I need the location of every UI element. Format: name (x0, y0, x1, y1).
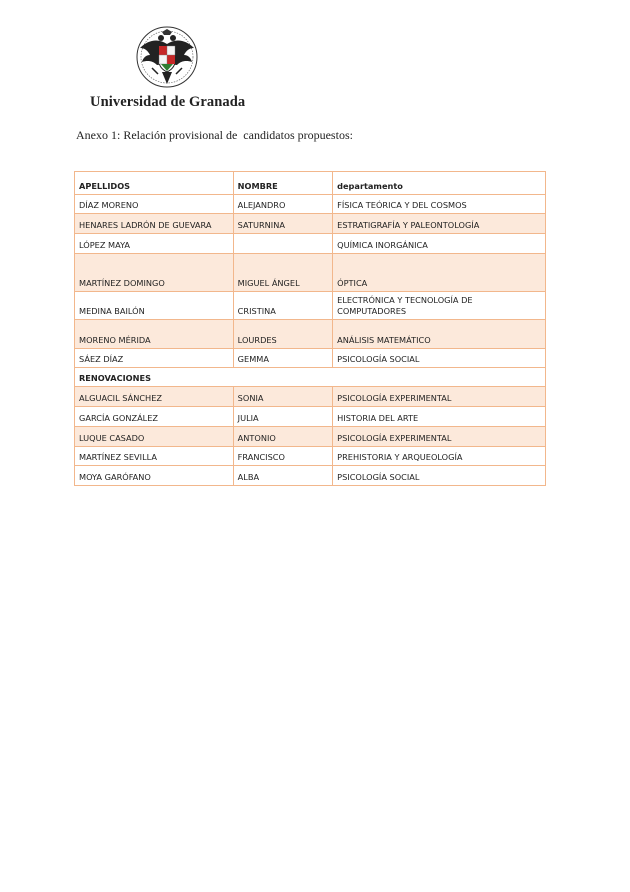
cell-departamento: ANÁLISIS MATEMÁTICO (333, 320, 546, 349)
section-row-renovaciones (75, 368, 546, 387)
cell-nombre (233, 234, 332, 254)
cell-nombre: LOURDES (233, 320, 332, 349)
cell-nombre: JULIA (233, 407, 332, 427)
university-name: Universidad de Granada (90, 94, 246, 110)
cell-nombre: ALBA (233, 466, 332, 486)
cell-apellidos: MARTÍNEZ SEVILLA (75, 447, 234, 466)
cell-nombre: SONIA (233, 387, 332, 407)
cell-departamento: ÓPTICA (333, 254, 546, 292)
cell-apellidos: LÓPEZ MAYA (75, 234, 234, 254)
cell-apellidos: MEDINA BAILÓN (75, 292, 234, 320)
cell-nombre: ANTONIO (233, 427, 332, 447)
cell-departamento: ESTRATIGRAFÍA Y PALEONTOLOGÍA (333, 214, 546, 234)
column-header-apellidos: APELLIDOS (75, 172, 234, 195)
cell-apellidos: HENARES LADRÓN DE GUEVARA (75, 214, 234, 234)
cell-departamento: PREHISTORIA Y ARQUEOLOGÍA (333, 447, 546, 466)
table-row (75, 387, 546, 407)
university-crest-logo (128, 24, 206, 94)
cell-departamento: PSICOLOGÍA SOCIAL (333, 466, 546, 486)
cell-departamento: PSICOLOGÍA EXPERIMENTAL (333, 387, 546, 407)
cell-nombre: FRANCISCO (233, 447, 332, 466)
table-row (75, 234, 546, 254)
cell-apellidos: MARTÍNEZ DOMINGO (75, 254, 234, 292)
cell-nombre: SATURNINA (233, 214, 332, 234)
candidates-table (74, 171, 546, 486)
table-row (75, 195, 546, 214)
table-row (75, 214, 546, 234)
cell-apellidos: ALGUACIL SÁNCHEZ (75, 387, 234, 407)
cell-departamento: ELECTRÓNICA Y TECNOLOGÍA DE COMPUTADORES (333, 292, 546, 320)
cell-departamento: PSICOLOGÍA SOCIAL (333, 349, 546, 368)
table-row (75, 447, 546, 466)
table-row (75, 254, 546, 292)
cell-apellidos: MOYA GARÓFANO (75, 466, 234, 486)
cell-departamento: PSICOLOGÍA EXPERIMENTAL (333, 427, 546, 447)
cell-nombre: ALEJANDRO (233, 195, 332, 214)
table-row (75, 466, 546, 486)
table-row (75, 349, 546, 368)
table-row (75, 427, 546, 447)
column-header-departamento: departamento (333, 172, 546, 195)
cell-nombre: CRISTINA (233, 292, 332, 320)
column-header-nombre: NOMBRE (233, 172, 332, 195)
table-header-row (75, 172, 546, 195)
cell-apellidos: GARCÍA GONZÁLEZ (75, 407, 234, 427)
cell-apellidos: SÁEZ DÍAZ (75, 349, 234, 368)
table-row (75, 292, 546, 320)
cell-departamento: HISTORIA DEL ARTE (333, 407, 546, 427)
table-row (75, 320, 546, 349)
cell-nombre: GEMMA (233, 349, 332, 368)
cell-apellidos: MORENO MÉRIDA (75, 320, 234, 349)
cell-departamento: FÍSICA TEÓRICA Y DEL COSMOS (333, 195, 546, 214)
cell-apellidos: LUQUE CASADO (75, 427, 234, 447)
cell-apellidos: DÍAZ MORENO (75, 195, 234, 214)
cell-departamento: QUÍMICA INORGÁNICA (333, 234, 546, 254)
table-row (75, 407, 546, 427)
annex-title: Anexo 1: Relación provisional de candidatos propuestos: (76, 128, 353, 142)
cell-nombre: MIGUEL ÁNGEL (233, 254, 332, 292)
section-label: RENOVACIONES (75, 368, 546, 387)
